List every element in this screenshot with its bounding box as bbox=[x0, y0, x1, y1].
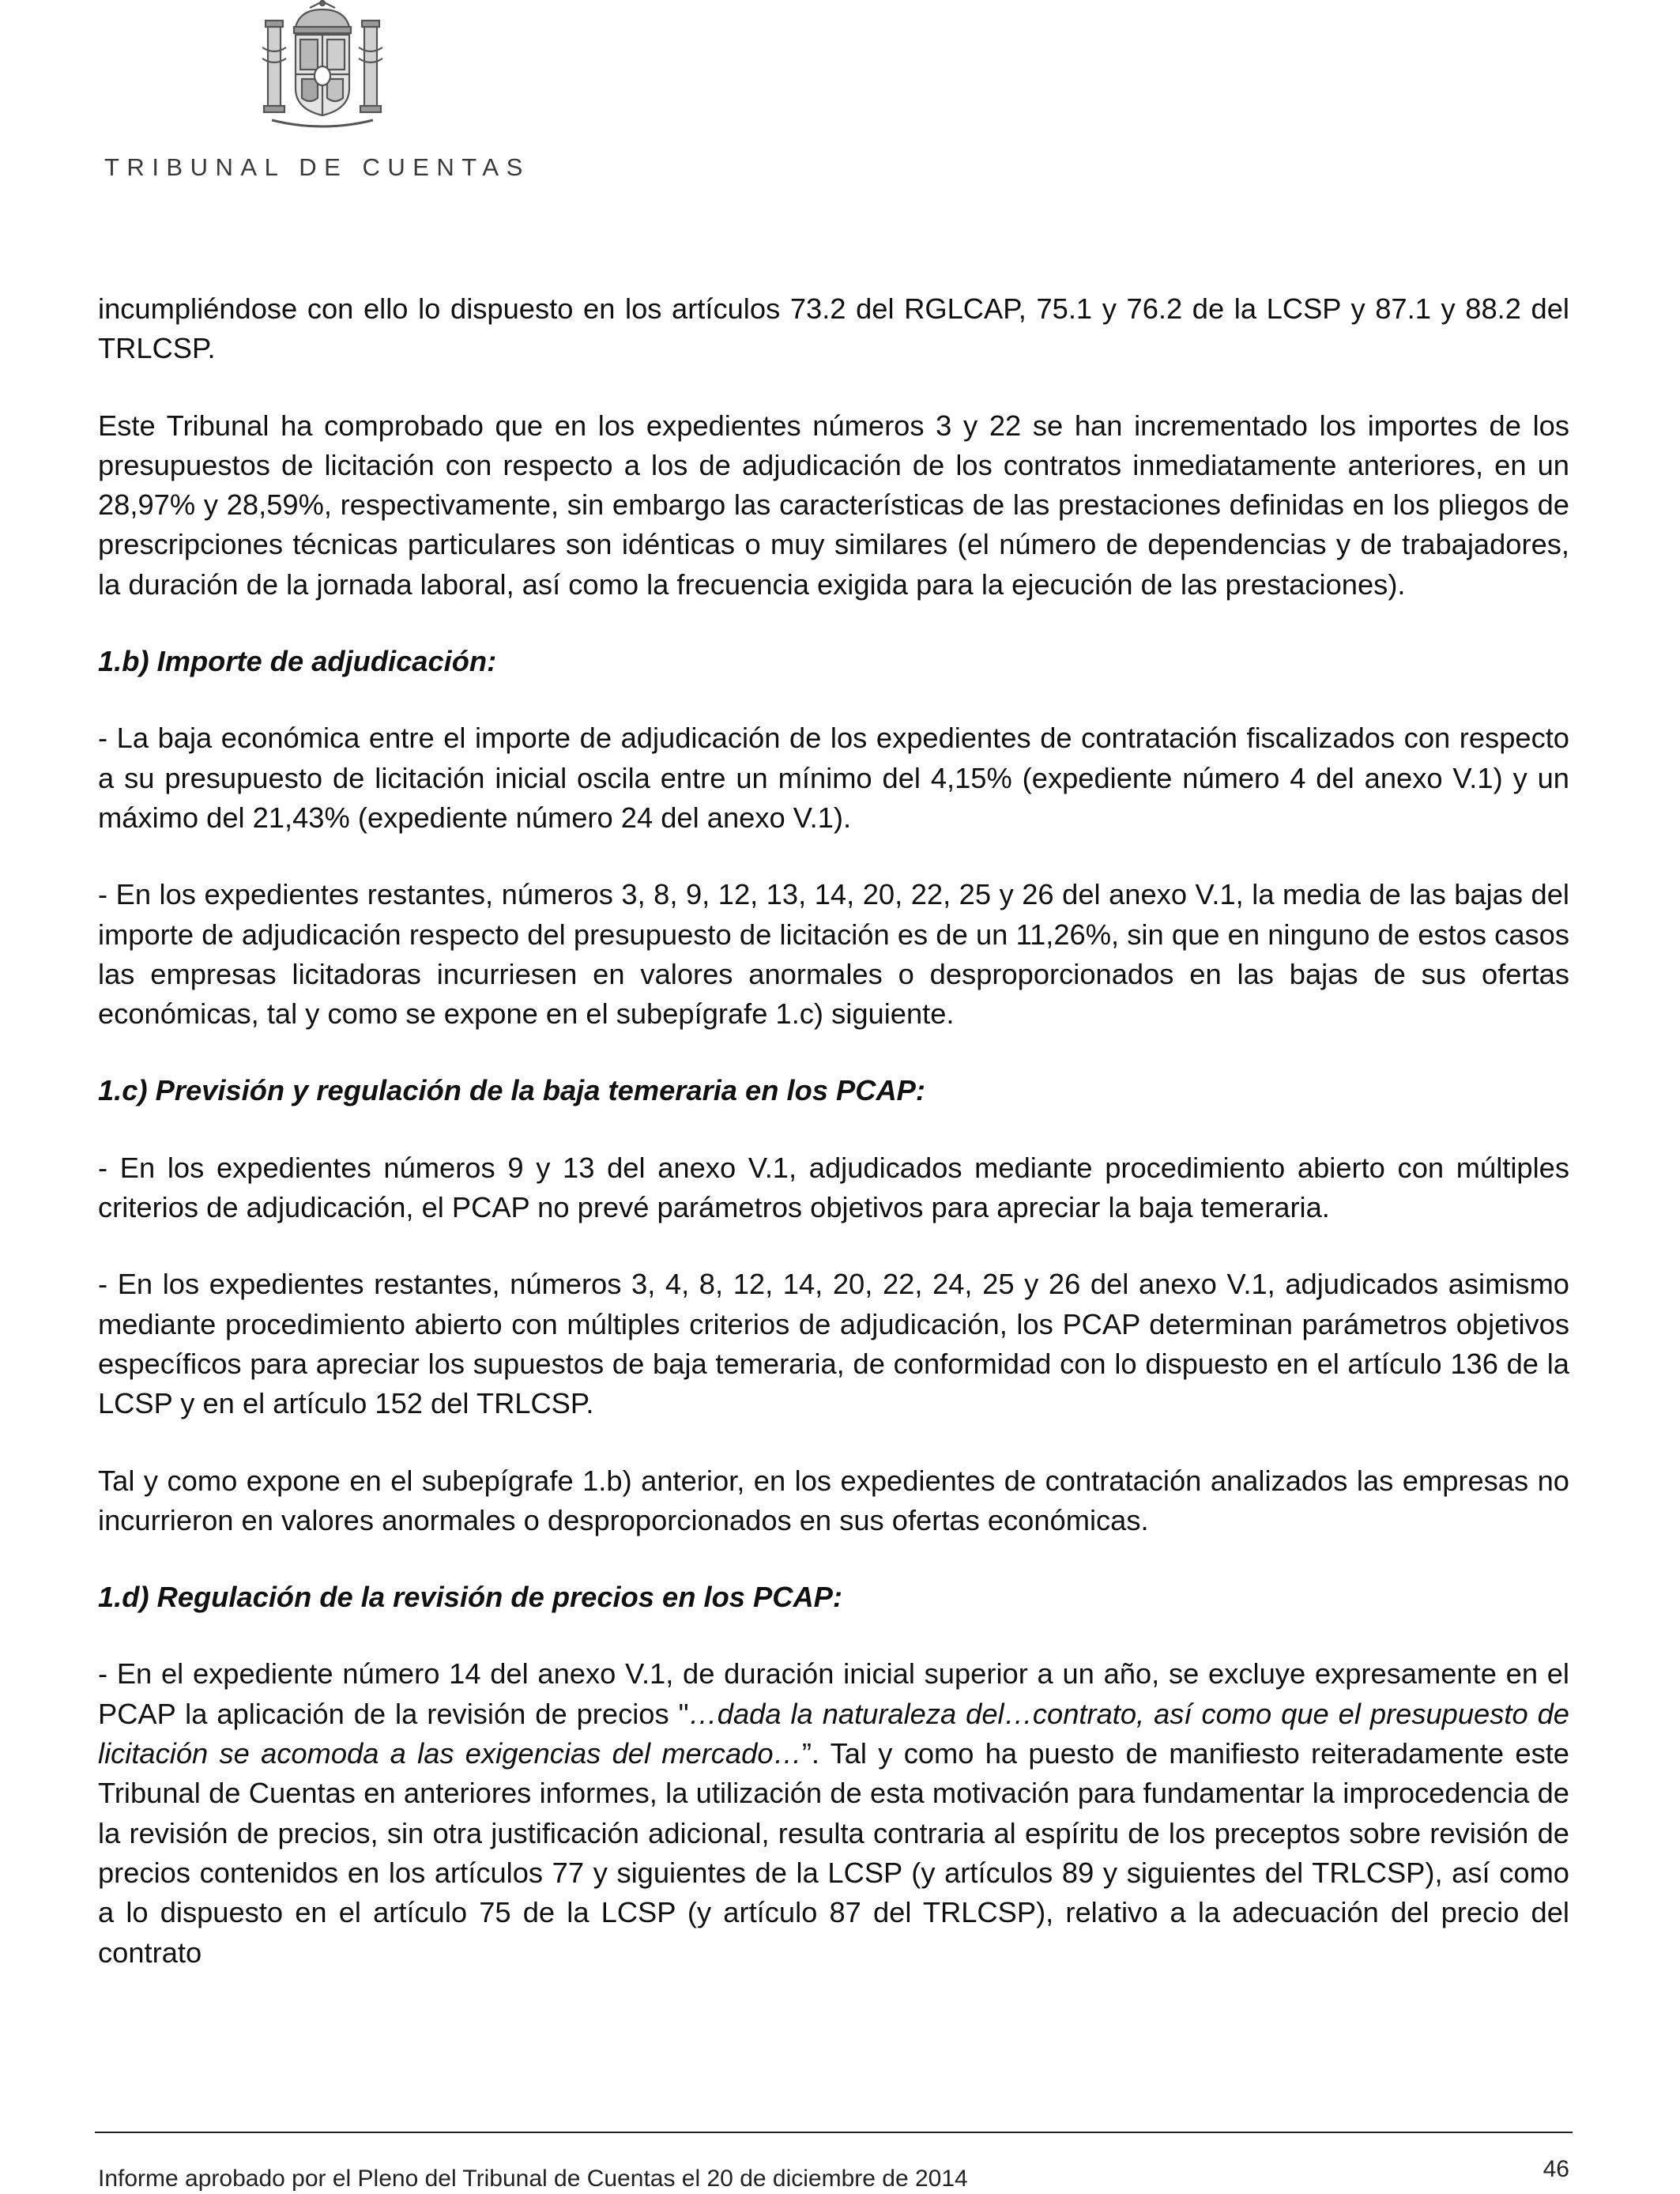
quoted-italic-text: …dada la naturaleza del…contrato, así como que el presupuesto de licitación se acomoda a las exigencias del mercado… bbox=[98, 1697, 1569, 1770]
page-number: 46 bbox=[1543, 2156, 1569, 2182]
section-heading: 1.d) Regulación de la revisión de precios en los PCAP: bbox=[98, 1581, 842, 1614]
institution-name: TRIBUNAL DE CUENTAS bbox=[104, 153, 530, 181]
section-heading: 1.b) Importe de adjudicación: bbox=[98, 645, 497, 678]
coat-of-arms-logo bbox=[254, 0, 390, 134]
footer-divider bbox=[95, 2132, 1573, 2133]
paragraph: - La baja económica entre el importe de adjudicación de los expedientes de contratación fiscalizados con respecto a su presupuesto de licitación inicial oscila entre un mínimo del 4,15% (expediente número 4 del anexo V.1) y un máximo del 21,43% (expediente número 24 del anexo V.1). bbox=[98, 722, 1569, 834]
paragraph: - En los expedientes restantes, números 3, 4, 8, 12, 14, 20, 22, 24, 25 y 26 del anexo V.1, adjudicados asimismo mediante procedimiento abierto con múltiples criterios de adjudicación, los PCAP determinan parámetros objetivos específicos para apreciar los supuestos de baja temeraria, de conformidad con lo dispuesto en el artículo 136 de la LCSP y en el artículo 152 del TRLCSP. bbox=[98, 1268, 1569, 1420]
section-heading: 1.c) Previsión y regulación de la baja temeraria en los PCAP: bbox=[98, 1074, 925, 1107]
paragraph: - En los expedientes restantes, números 3, 8, 9, 12, 13, 14, 20, 22, 25 y 26 del anexo V.1, la media de las bajas del importe de adjudicación respecto del presupuesto de licitación es de un 11,26%, sin que en ninguno de estos casos las empresas licitadoras incurriesen en valores anormales o desproporcionados en las bajas de sus ofertas económicas, tal y como se expone en el subepígrafe 1.c) siguiente. bbox=[98, 878, 1569, 1031]
paragraph: Tal y como expone en el subepígrafe 1.b) anterior, en los expedientes de contratación analizados las empresas no incurrieron en valores anormales o desproporcionados en sus ofertas económicas. bbox=[98, 1464, 1569, 1536]
paragraph-revision bbox=[98, 1654, 1569, 1972]
footer-note: Informe aprobado por el Pleno del Tribunal de Cuentas el 20 de diciembre de 2014 bbox=[98, 2166, 968, 2192]
paragraph: - En los expedientes números 9 y 13 del anexo V.1, adjudicados mediante procedimiento abierto con múltiples criterios de adjudicación, el PCAP no prevé parámetros objetivos para apreciar la baja temeraria. bbox=[98, 1151, 1569, 1224]
paragraph-text: ”. Tal y como ha puesto de manifiesto reiteradamente este Tribunal de Cuentas en anteriores informes, la utilización de esta motivación para fundamentar la improcedencia de la revisión de precios, sin otra justificación adicional, resulta contraria al espíritu de los preceptos sobre revisión de precios contenidos en los artículos 77 y siguientes de la LCSP (y artículos 89 y siguientes del TRLCSP), así como a lo dispuesto en el artículo 75 de la LCSP (y artículo 87 del TRLCSP), relativo a la adecuación del precio del contrato bbox=[98, 1737, 1569, 1969]
paragraph-text: - En el expediente número 14 del anexo V.1, de duración inicial superior a un año, se excluye expresamente en el PCAP la aplicación de la revisión de precios " bbox=[98, 1657, 1569, 1730]
paragraph: Este Tribunal ha comprobado que en los expedientes números 3 y 22 se han incrementado los importes de los presupuestos de licitación con respecto a los de adjudicación de los contratos inmediatamente anteriores, en un 28,97% y 28,59%, respectivamente, sin embargo las características de las prestaciones definidas en los pliegos de prescripciones técnicas particulares son idénticas o muy similares (el número de dependencias y de trabajadores, la duración de la jornada laboral, así como la frecuencia exigida para la ejecución de las prestaciones). bbox=[98, 409, 1569, 601]
document-body bbox=[98, 289, 1569, 2010]
paragraph: incumpliéndose con ello lo dispuesto en los artículos 73.2 del RGLCAP, 75.1 y 76.2 de la LCSP y 87.1 y 88.2 del TRLCSP. bbox=[98, 292, 1569, 365]
